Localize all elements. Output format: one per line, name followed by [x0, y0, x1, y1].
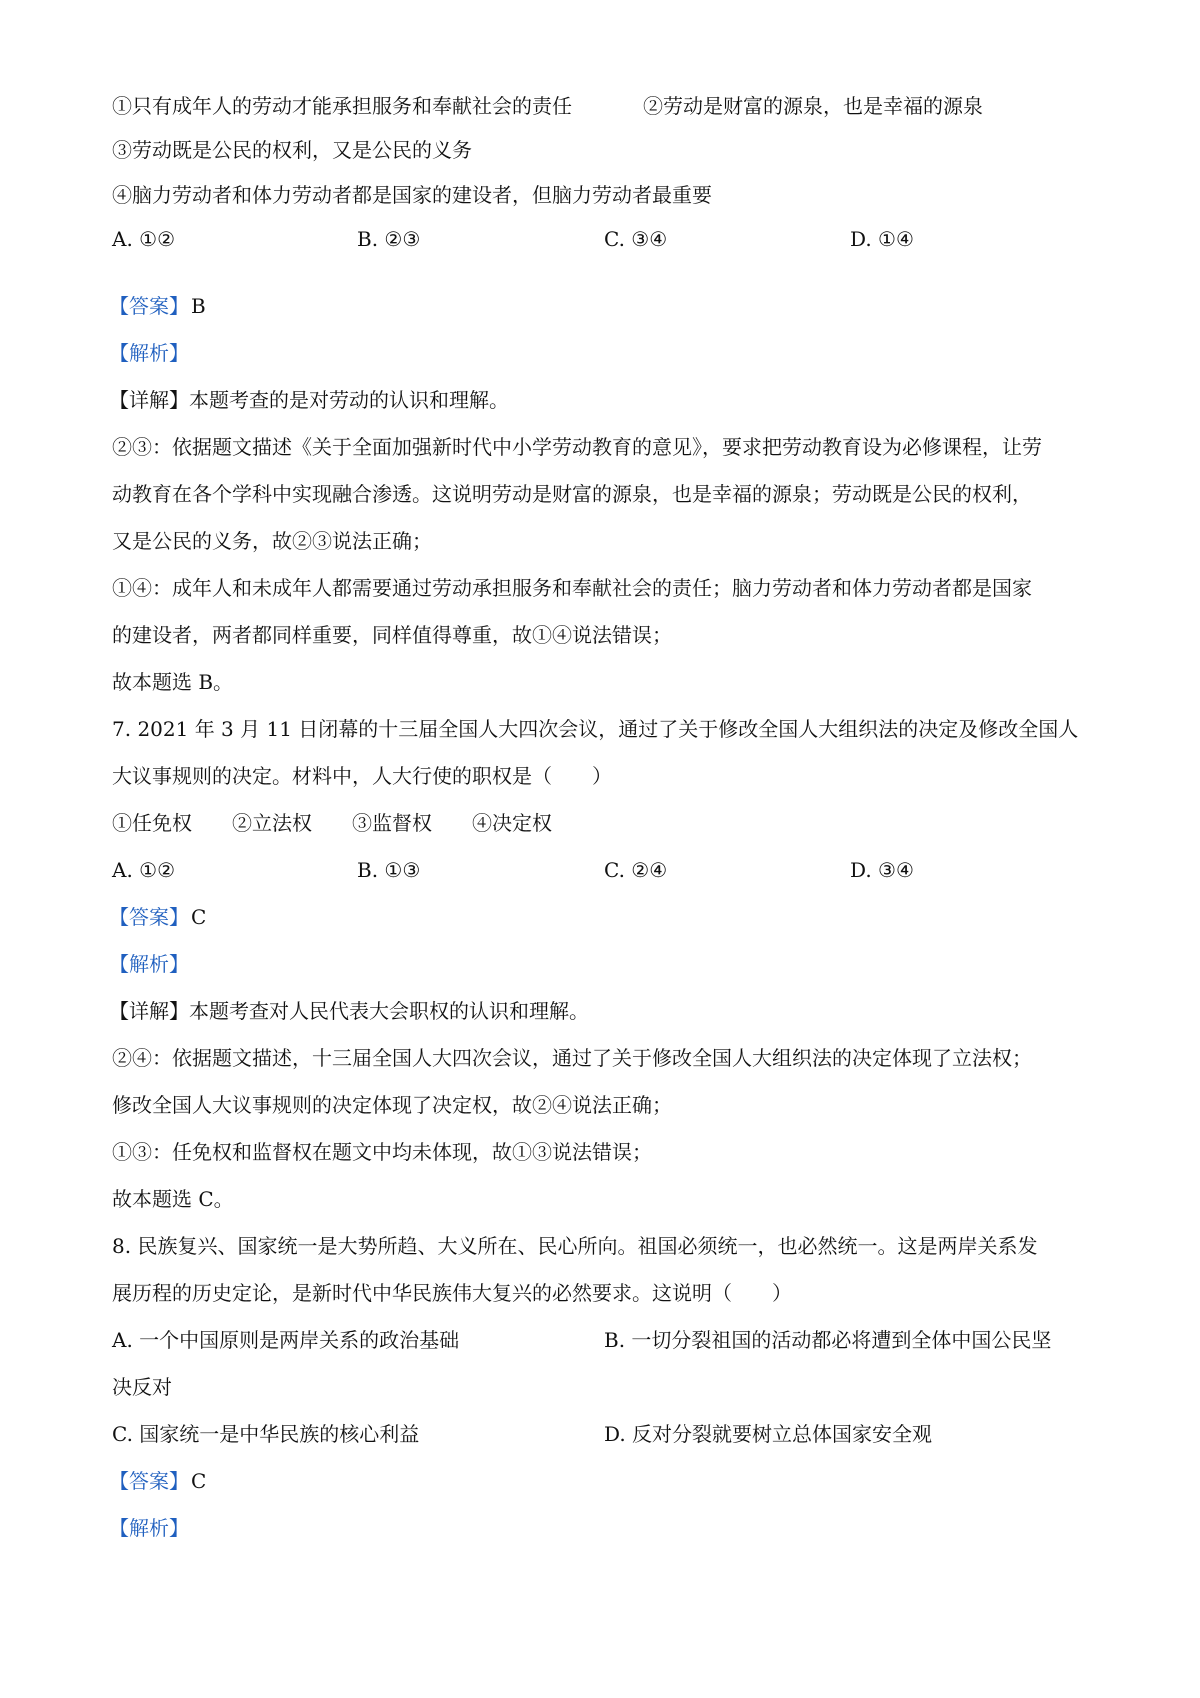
- q6-detail-line: 故本题选 B。: [112, 670, 234, 694]
- q8-answer: [109, 1467, 206, 1495]
- q6-analysis-heading: [109, 339, 189, 367]
- detail-intro-text: 本题考查对人民代表大会职权的认识和理解。: [189, 999, 589, 1023]
- q7-option-c: C. ②④: [604, 858, 668, 882]
- q6-detail-line: ①④：成年人和未成年人都需要通过劳动承担服务和奉献社会的责任；脑力劳动者和体力劳动者都是国家: [112, 576, 1032, 600]
- q7-option-d: D. ③④: [850, 858, 914, 882]
- q7-detail-line: ①③：任免权和监督权在题文中均未体现，故①③说法错误；: [112, 1140, 652, 1164]
- analysis-tag: 【解析】: [109, 952, 189, 976]
- q6-statement-3: ③劳动既是公民的权利，又是公民的义务: [112, 138, 472, 162]
- q6-option-d: D. ①④: [850, 227, 914, 251]
- q7-detail-line: 修改全国人大议事规则的决定体现了决定权，故②④说法正确；: [112, 1093, 672, 1117]
- analysis-tag: 【解析】: [109, 341, 189, 365]
- q6-detail-line: ②③：依据题文描述《关于全面加强新时代中小学劳动教育的意见》，要求把劳动教育设为必修课程，让劳: [112, 435, 1042, 459]
- q6-detail-intro: [109, 386, 509, 414]
- q6-detail-line: 的建设者，两者都同样重要，同样值得尊重，故①④说法错误；: [112, 623, 672, 647]
- q7-detail-intro: [109, 997, 589, 1025]
- analysis-tag: 【解析】: [109, 1516, 189, 1540]
- q8-option-b: B. 一切分裂祖国的活动都必将遭到全体中国公民坚: [604, 1328, 1052, 1352]
- q6-detail-line: 动教育在各个学科中实现融合渗透。这说明劳动是财富的源泉，也是幸福的源泉；劳动既是公民的权利，: [112, 482, 1032, 506]
- q7-statements: ①任免权 ②立法权 ③监督权 ④决定权: [112, 811, 552, 835]
- answer-value: C: [191, 1469, 207, 1493]
- q7-answer: [109, 903, 206, 931]
- q6-detail-line: 又是公民的义务，故②③说法正确；: [112, 529, 432, 553]
- q6-option-c: C. ③④: [604, 227, 668, 251]
- q7-option-a: A. ①②: [112, 858, 176, 882]
- q6-option-b: B. ②③: [357, 227, 421, 251]
- q8-option-a: A. 一个中国原则是两岸关系的政治基础: [112, 1328, 460, 1352]
- q8-option-c: C. 国家统一是中华民族的核心利益: [112, 1422, 420, 1446]
- detail-tag: 【详解】: [109, 999, 189, 1023]
- q7-detail-line: ②④：依据题文描述，十三届全国人大四次会议，通过了关于修改全国人大组织法的决定体现了立法权；: [112, 1046, 1032, 1070]
- q8-analysis-heading: [109, 1514, 189, 1542]
- q6-statement-1: ①只有成年人的劳动才能承担服务和奉献社会的责任: [112, 94, 572, 118]
- answer-value: B: [191, 294, 206, 318]
- q7-analysis-heading: [109, 950, 189, 978]
- answer-value: C: [191, 905, 207, 929]
- answer-tag: 【答案】: [109, 294, 189, 318]
- q7-detail-line: 故本题选 C。: [112, 1187, 234, 1211]
- q7-stem-line: 大议事规则的决定。材料中，人大行使的职权是（ ）: [112, 764, 612, 788]
- answer-tag: 【答案】: [109, 1469, 189, 1493]
- q6-option-a: A. ①②: [112, 227, 176, 251]
- answer-tag: 【答案】: [109, 905, 189, 929]
- q8-option-d: D. 反对分裂就要树立总体国家安全观: [604, 1422, 933, 1446]
- q6-statement-2: ②劳动是财富的源泉，也是幸福的源泉: [643, 94, 983, 118]
- q8-option-b-continued: 决反对: [112, 1375, 172, 1399]
- detail-intro-text: 本题考查的是对劳动的认识和理解。: [189, 388, 509, 412]
- q7-option-b: B. ①③: [357, 858, 421, 882]
- q6-answer: [109, 292, 206, 320]
- q8-stem-line: 8. 民族复兴、国家统一是大势所趋、大义所在、民心所向。祖国必须统一，也必然统一。这是两岸关系发: [112, 1234, 1038, 1258]
- q7-stem-line: 7. 2021 年 3 月 11 日闭幕的十三届全国人大四次会议，通过了关于修改全国人大组织法的决定及修改全国人: [112, 717, 1079, 741]
- q6-statement-4: ④脑力劳动者和体力劳动者都是国家的建设者，但脑力劳动者最重要: [112, 183, 712, 207]
- detail-tag: 【详解】: [109, 388, 189, 412]
- q8-stem-line: 展历程的历史定论，是新时代中华民族伟大复兴的必然要求。这说明（ ）: [112, 1281, 792, 1305]
